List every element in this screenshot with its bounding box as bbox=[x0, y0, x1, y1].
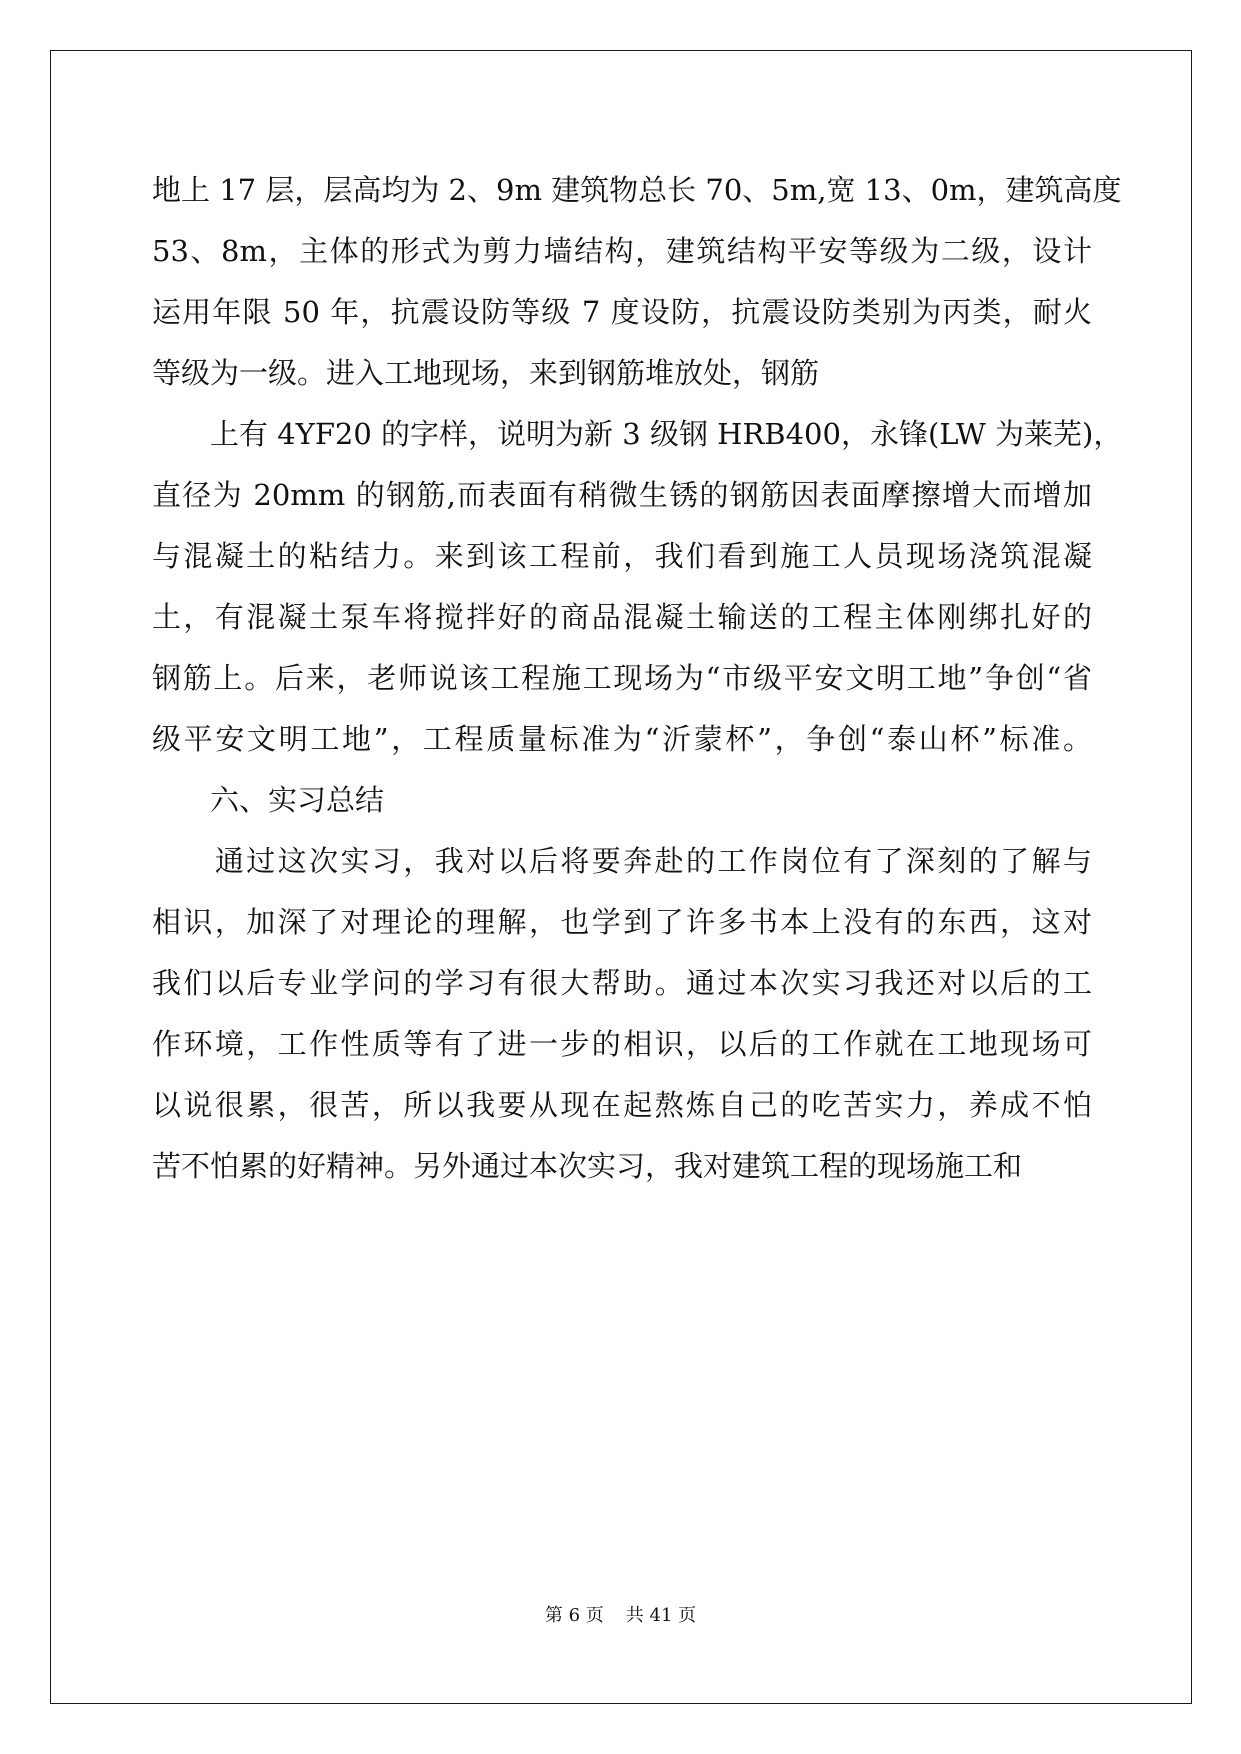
text-line: 六、实习总结 bbox=[152, 783, 385, 817]
text-line: 地上 17 层，层高均为 2、9m 建筑物总长 70、5m,宽 13、0m，建筑高度 bbox=[152, 173, 1122, 207]
text-line: 级平安文明工地”，工程质量标准为“沂蒙杯”，争创“泰山杯”标准。 bbox=[152, 722, 1092, 756]
text-line: 以说很累，很苦，所以我要从现在起熬炼自己的吃苦实力，养成不怕 bbox=[152, 1088, 1092, 1122]
text-line: 相识，加深了对理论的理解，也学到了许多书本上没有的东西，这对 bbox=[152, 905, 1092, 939]
page-total: 共 41 页 bbox=[625, 1605, 697, 1626]
text-line: 苦不怕累的好精神。另外通过本次实习，我对建筑工程的现场施工和 bbox=[152, 1149, 1023, 1183]
document-body bbox=[152, 160, 1123, 1197]
text-line: 运用年限 50 年，抗震设防等级 7 度设防，抗震设防类别为丙类，耐火 bbox=[152, 295, 1092, 329]
text-line: 土，有混凝土泵车将搅拌好的商品混凝土输送的工程主体刚绑扎好的 bbox=[152, 600, 1092, 634]
text-line: 作环境，工作性质等有了进一步的相识，以后的工作就在工地现场可 bbox=[152, 1027, 1092, 1061]
text-line: 钢筋上。后来，老师说该工程施工现场为“市级平安文明工地”争创“省 bbox=[152, 661, 1092, 695]
page-number: 第 6 页 bbox=[544, 1605, 604, 1626]
page-footer bbox=[0, 1601, 1241, 1627]
text-line: 等级为一级。进入工地现场，来到钢筋堆放处，钢筋 bbox=[152, 356, 820, 390]
text-line: 我们以后专业学问的学习有很大帮助。通过本次实习我还对以后的工 bbox=[152, 966, 1092, 1000]
text-line: 上有 4YF20 的字样，说明为新 3 级钢 HRB400，永锋(LW 为莱芜)， bbox=[152, 417, 1123, 451]
text-line: 直径为 20mm 的钢筋,而表面有稍微生锈的钢筋因表面摩擦增大而增加 bbox=[152, 478, 1092, 512]
text-line: 通过这次实习，我对以后将要奔赴的工作岗位有了深刻的了解与 bbox=[152, 844, 1092, 878]
text-line: 53、8m，主体的形式为剪力墙结构，建筑结构平安等级为二级，设计 bbox=[152, 234, 1092, 268]
text-line: 与混凝土的粘结力。来到该工程前，我们看到施工人员现场浇筑混凝 bbox=[152, 539, 1092, 573]
